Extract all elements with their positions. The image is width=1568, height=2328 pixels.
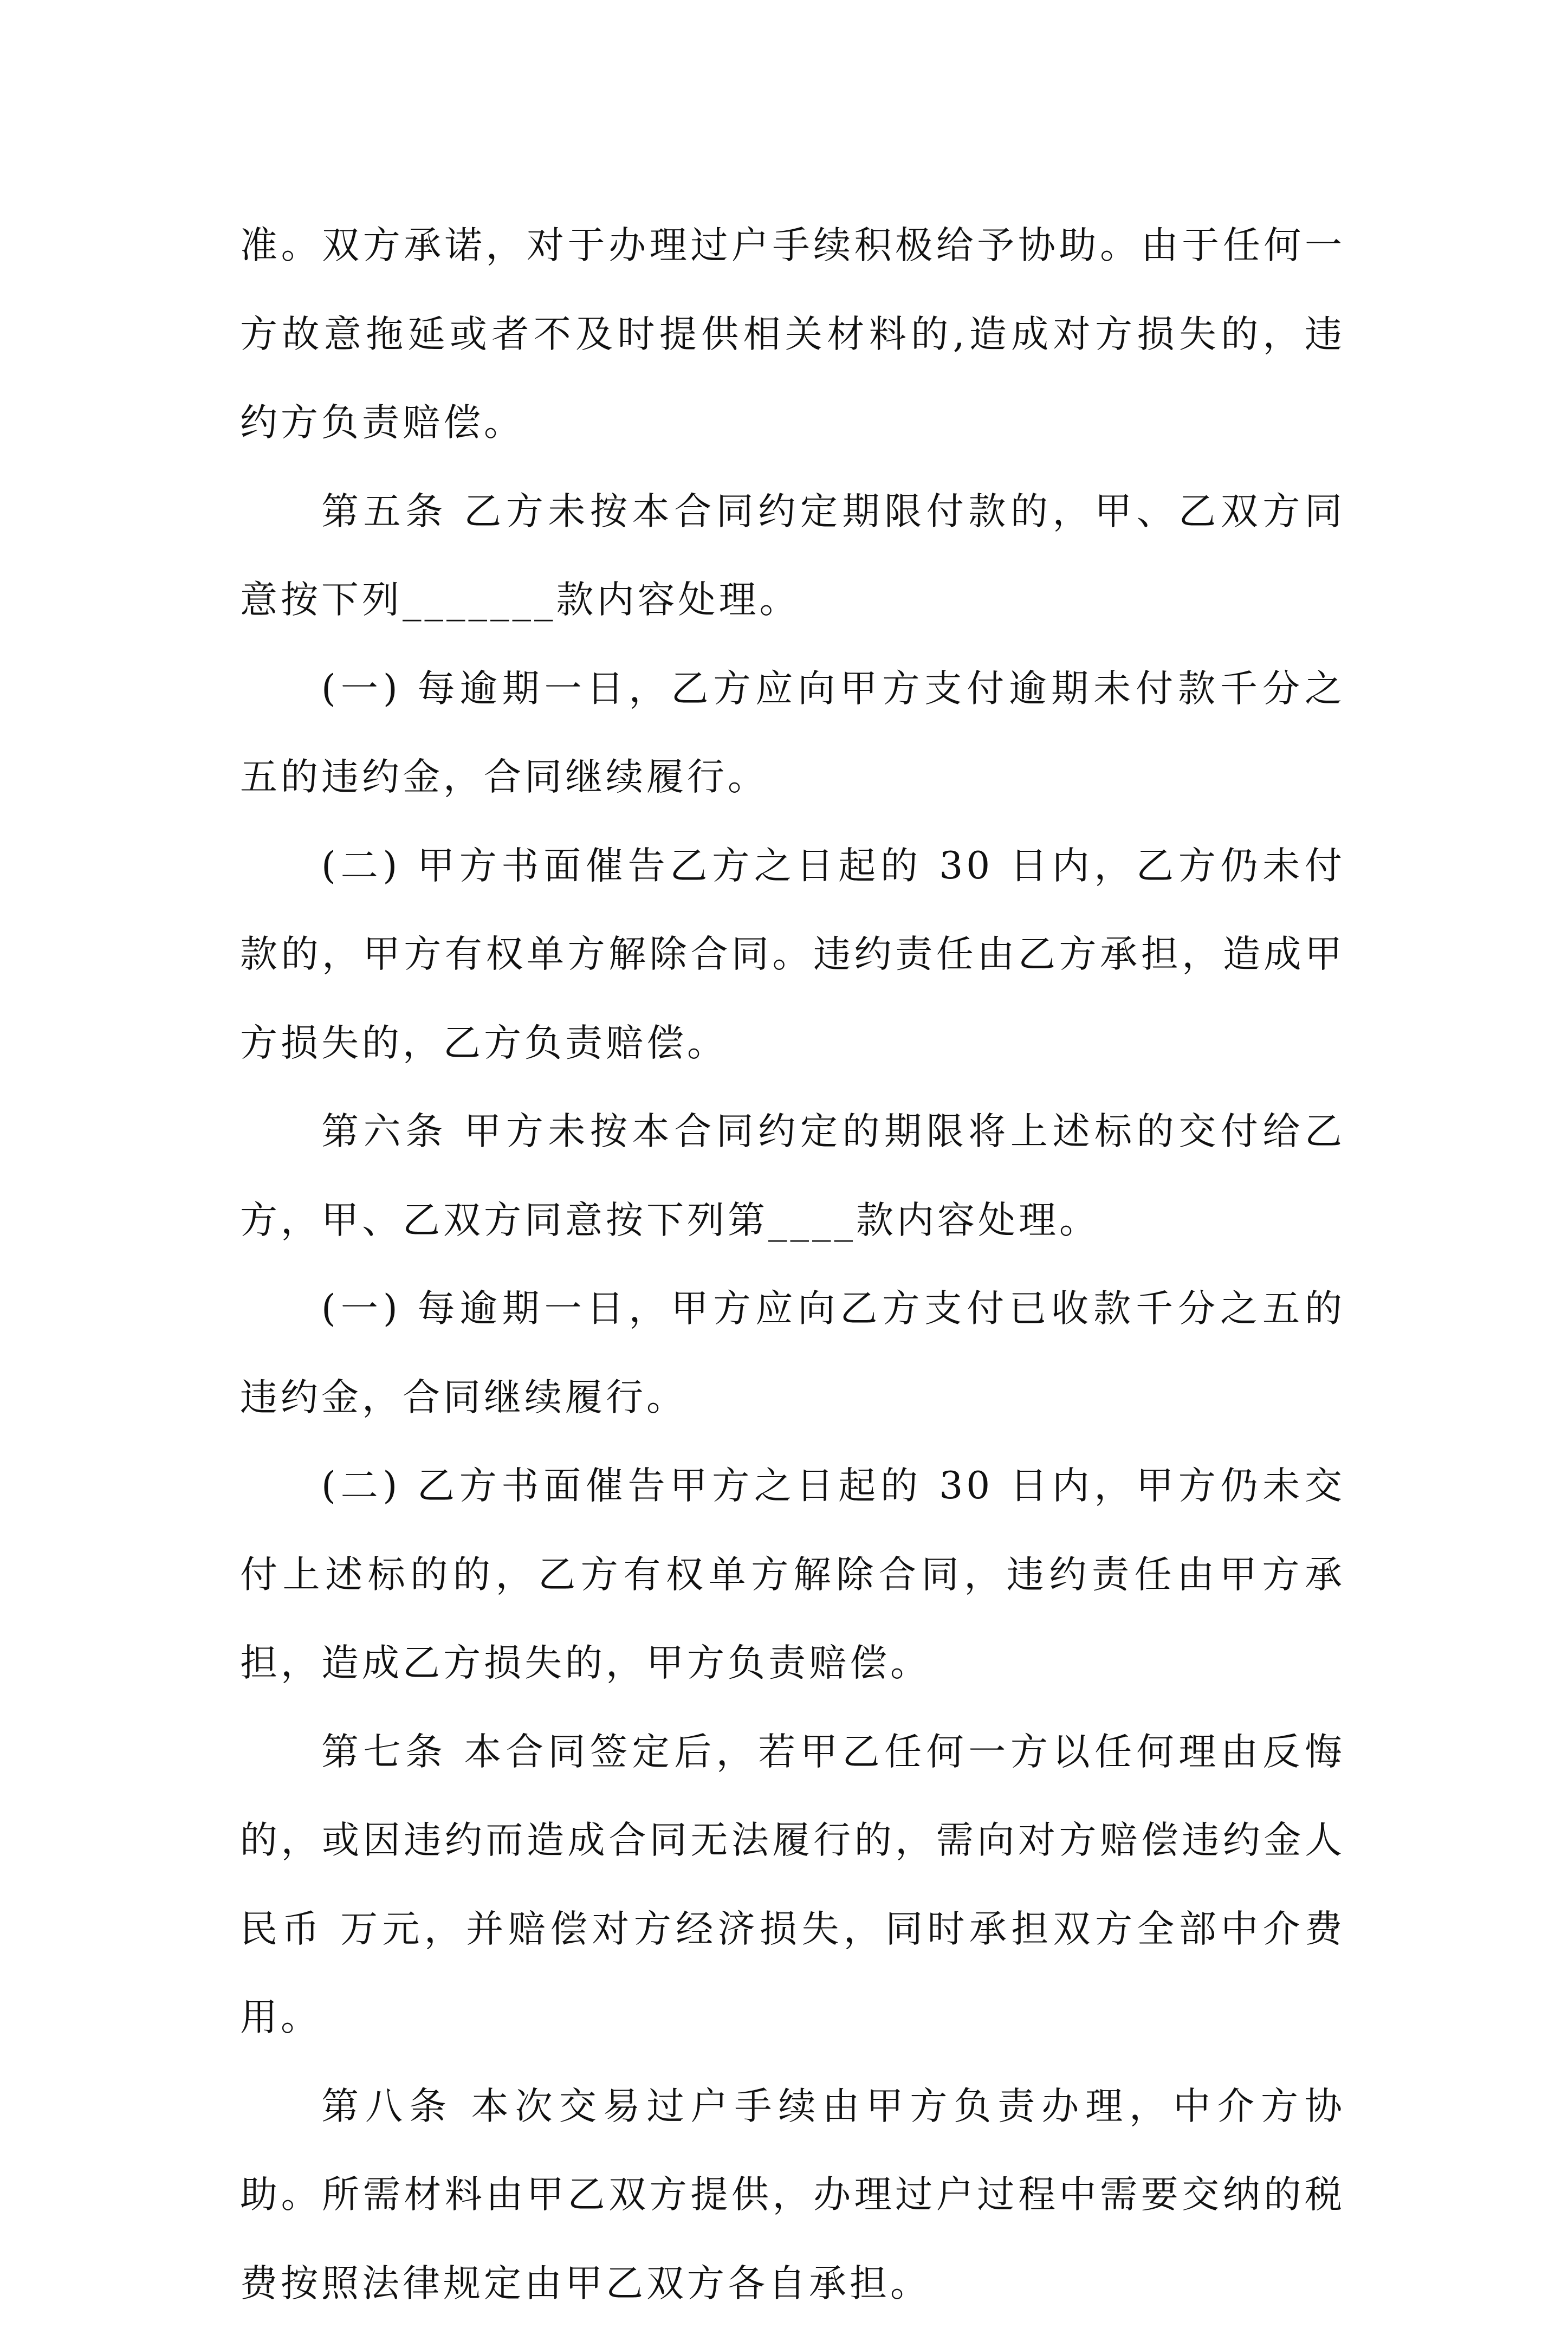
paragraph-article-7: 第七条 本合同签定后，若甲乙任何一方以任何理由反悔的，或因违约而造成合同无法履行的，需向对方赔偿违约金人民币 万元，并赔偿对方经济损失，同时承担双方全部中介费用。 [240,1708,1345,2062]
paragraph-article-6-item-1: (一) 每逾期一日，甲方应向乙方支付已收款千分之五的违约金，合同继续履行。 [240,1265,1345,1442]
paragraph-article-6-item-2: (二) 乙方书面催告甲方之日起的 30 日内，甲方仍未交付上述标的的，乙方有权单方解除合同，违约责任由甲方承担，造成乙方损失的，甲方负责赔偿。 [240,1442,1345,1708]
document-body [240,202,1345,2328]
paragraph-article-5: 第五条 乙方未按本合同约定期限付款的，甲、乙双方同意按下列_______款内容处理。 [240,468,1345,645]
paragraph-article-4-continuation: 准。双方承诺，对于办理过户手续积极给予协助。由于任何一方故意拖延或者不及时提供相关材料的,造成对方损失的，违约方负责赔偿。 [240,202,1345,468]
paragraph-article-6: 第六条 甲方未按本合同约定的期限将上述标的交付给乙方，甲、乙双方同意按下列第____款内容处理。 [240,1088,1345,1265]
paragraph-article-5-item-1: (一) 每逾期一日，乙方应向甲方支付逾期未付款千分之五的违约金，合同继续履行。 [240,645,1345,822]
paragraph-article-8: 第八条 本次交易过户手续由甲方负责办理，中介方协助。所需材料由甲乙双方提供，办理过户过程中需要交纳的税费按照法律规定由甲乙双方各自承担。 [240,2062,1345,2328]
paragraph-article-5-item-2: (二) 甲方书面催告乙方之日起的 30 日内，乙方仍未付款的，甲方有权单方解除合同。违约责任由乙方承担，造成甲方损失的，乙方负责赔偿。 [240,822,1345,1088]
